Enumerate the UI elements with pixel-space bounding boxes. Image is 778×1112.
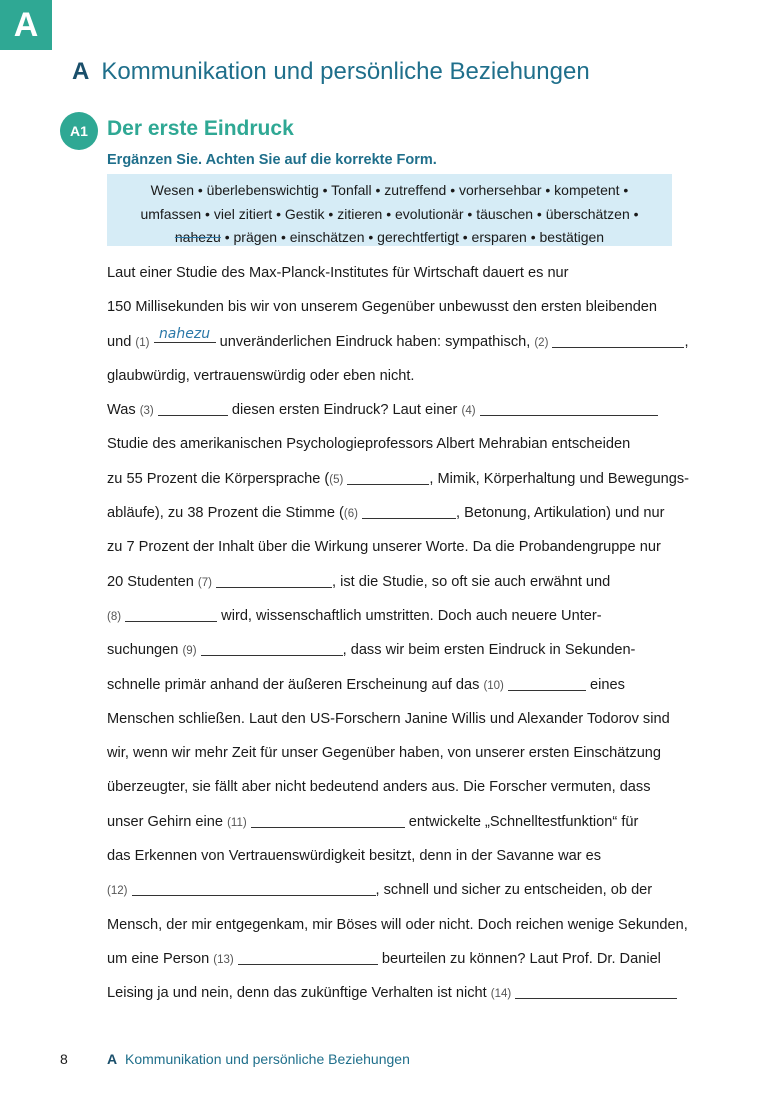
text-line bbox=[107, 942, 727, 976]
text-segment: schnelle primär anhand der äußeren Erscheinung auf das bbox=[107, 676, 484, 693]
gap-1-filled[interactable] bbox=[154, 327, 216, 343]
text-segment: , Betonung, Artikulation) und nur bbox=[455, 505, 665, 522]
footer-chapter-title: Kommunikation und persönliche Beziehungen bbox=[125, 1051, 410, 1067]
text-segment: , Mimik, Körperhaltung und Bewegungs- bbox=[429, 470, 689, 487]
text-line bbox=[107, 496, 727, 530]
word-box-line: umfassen • viel zitiert • Gestik • zitieren • evolutionär • täuschen • überschätzen • bbox=[140, 205, 639, 222]
gap-number: (10) bbox=[483, 679, 504, 692]
footer-chapter-letter: A bbox=[107, 1051, 118, 1067]
gap-6[interactable] bbox=[362, 503, 456, 519]
gap-2[interactable] bbox=[552, 332, 684, 348]
word-box bbox=[107, 174, 672, 246]
gap-13[interactable] bbox=[238, 949, 378, 965]
exercise-instruction: Ergänzen Sie. Achten Sie auf die korrekte Form. bbox=[107, 152, 437, 168]
gap-3[interactable] bbox=[158, 400, 228, 416]
gap-number: (9) bbox=[182, 645, 197, 658]
text-line bbox=[107, 873, 727, 907]
word-box-line: Wesen • überlebenswichtig • Tonfall • zutreffend • vorhersehbar • kompetent • bbox=[150, 182, 629, 198]
text-line bbox=[107, 668, 727, 702]
text-segment: 20 Studenten bbox=[107, 573, 198, 590]
text-line: 150 Millisekunden bis wir von unserem Gegenüber unbewusst den ersten bleibenden bbox=[107, 299, 658, 316]
text-segment: Leising ja und nein, denn das zukünftige Verhalten ist nicht bbox=[107, 985, 491, 1002]
text-line bbox=[107, 633, 727, 667]
gap-number: (4) bbox=[461, 405, 476, 418]
exercise-badge: A1 bbox=[60, 112, 98, 150]
gap-12[interactable] bbox=[132, 880, 376, 896]
chapter-heading bbox=[72, 58, 590, 86]
text-segment: , bbox=[684, 333, 689, 350]
text-line: das Erkennen von Vertrauenswürdigkeit besitzt, denn in der Savanne war es bbox=[107, 848, 602, 865]
text-segment: unser Gehirn eine bbox=[107, 813, 228, 830]
text-segment: , dass wir beim ersten Eindruck in Sekunden- bbox=[342, 642, 636, 659]
text-line: überzeugter, sie fällt aber nicht bedeutend anders aus. Die Forscher vermuten, dass bbox=[107, 779, 651, 796]
text-segment: diesen ersten Eindruck? Laut einer bbox=[227, 402, 462, 419]
text-segment: , ist die Studie, so oft sie auch erwähnt und bbox=[332, 573, 611, 590]
text-line bbox=[107, 976, 727, 1010]
text-line bbox=[107, 462, 727, 496]
text-line: glaubwürdig, vertrauenswürdig oder eben nicht. bbox=[107, 367, 415, 384]
gap-number: (11) bbox=[227, 816, 247, 829]
text-segment: , schnell und sicher zu entscheiden, ob der bbox=[375, 882, 653, 899]
text-segment: unveränderlichen Eindruck haben: sympathisch, bbox=[215, 333, 535, 350]
gap-4[interactable] bbox=[480, 400, 658, 416]
text-segment: Was bbox=[107, 402, 140, 419]
chapter-letter: A bbox=[72, 58, 90, 85]
gap-answer: nahezu bbox=[158, 325, 211, 342]
text-segment: suchungen bbox=[107, 642, 183, 659]
gap-number: (1) bbox=[135, 336, 150, 349]
text-segment: entwickelte „Schnelltestfunktion“ für bbox=[404, 813, 639, 830]
gap-11[interactable] bbox=[251, 812, 405, 828]
gap-number: (3) bbox=[139, 405, 154, 418]
used-word: nahezu bbox=[174, 229, 221, 245]
gap-number: (13) bbox=[213, 953, 234, 966]
chapter-title: Kommunikation und persönliche Beziehungen bbox=[101, 58, 590, 85]
chapter-corner-tab: A bbox=[0, 0, 52, 50]
text-line bbox=[107, 325, 727, 359]
text-line: Menschen schließen. Laut den US-Forschern Janine Willis und Alexander Todorov sind bbox=[107, 710, 670, 727]
text-segment: und bbox=[107, 333, 136, 350]
text-line: Mensch, der mir entgegenkam, mir Böses will oder nicht. Doch reichen wenige Sekunden, bbox=[107, 916, 688, 933]
gap-number: (8) bbox=[107, 610, 122, 623]
gap-9[interactable] bbox=[201, 640, 343, 656]
text-line: wir, wenn wir mehr Zeit für unser Gegenüber haben, von unserer ersten Einschätzung bbox=[107, 745, 662, 762]
word-box-rest: • prägen • einschätzen • gerechtfertigt • ersparen • bestätigen bbox=[220, 229, 605, 245]
text-line: zu 7 Prozent der Inhalt über die Wirkung unserer Worte. Da die Probandengruppe nur bbox=[107, 539, 661, 556]
text-segment: beurteilen zu können? Laut Prof. Dr. Daniel bbox=[377, 950, 661, 967]
exercise-text bbox=[107, 256, 727, 1011]
exercise-title: Der erste Eindruck bbox=[107, 117, 294, 140]
page-number: 8 bbox=[60, 1051, 68, 1067]
gap-number: (12) bbox=[107, 885, 128, 898]
word-box-line bbox=[113, 226, 666, 250]
text-line bbox=[107, 805, 727, 839]
gap-number: (6) bbox=[343, 508, 358, 521]
text-segment: eines bbox=[585, 676, 625, 693]
gap-number: (14) bbox=[490, 988, 512, 1001]
text-segment: zu 55 Prozent die Körpersprache ( bbox=[107, 470, 330, 487]
text-segment: abläufe), zu 38 Prozent die Stimme ( bbox=[107, 505, 344, 522]
text-segment: wird, wissenschaftlich umstritten. Doch auch neuere Unter- bbox=[217, 607, 602, 624]
gap-10[interactable] bbox=[508, 675, 586, 691]
text-line: Laut einer Studie des Max-Planck-Institutes für Wirtschaft dauert es nur bbox=[107, 265, 569, 281]
gap-number: (7) bbox=[197, 576, 212, 589]
text-line bbox=[107, 565, 727, 599]
text-segment: um eine Person bbox=[107, 950, 214, 967]
gap-8[interactable] bbox=[125, 606, 217, 622]
text-line bbox=[107, 393, 727, 427]
gap-14[interactable] bbox=[515, 983, 677, 999]
gap-number: (2) bbox=[534, 336, 549, 349]
text-line bbox=[107, 599, 727, 633]
gap-number: (5) bbox=[329, 473, 344, 486]
gap-7[interactable] bbox=[216, 572, 332, 588]
text-line: Studie des amerikanischen Psychologieprofessors Albert Mehrabian entscheiden bbox=[107, 436, 631, 453]
gap-5[interactable] bbox=[347, 469, 429, 485]
